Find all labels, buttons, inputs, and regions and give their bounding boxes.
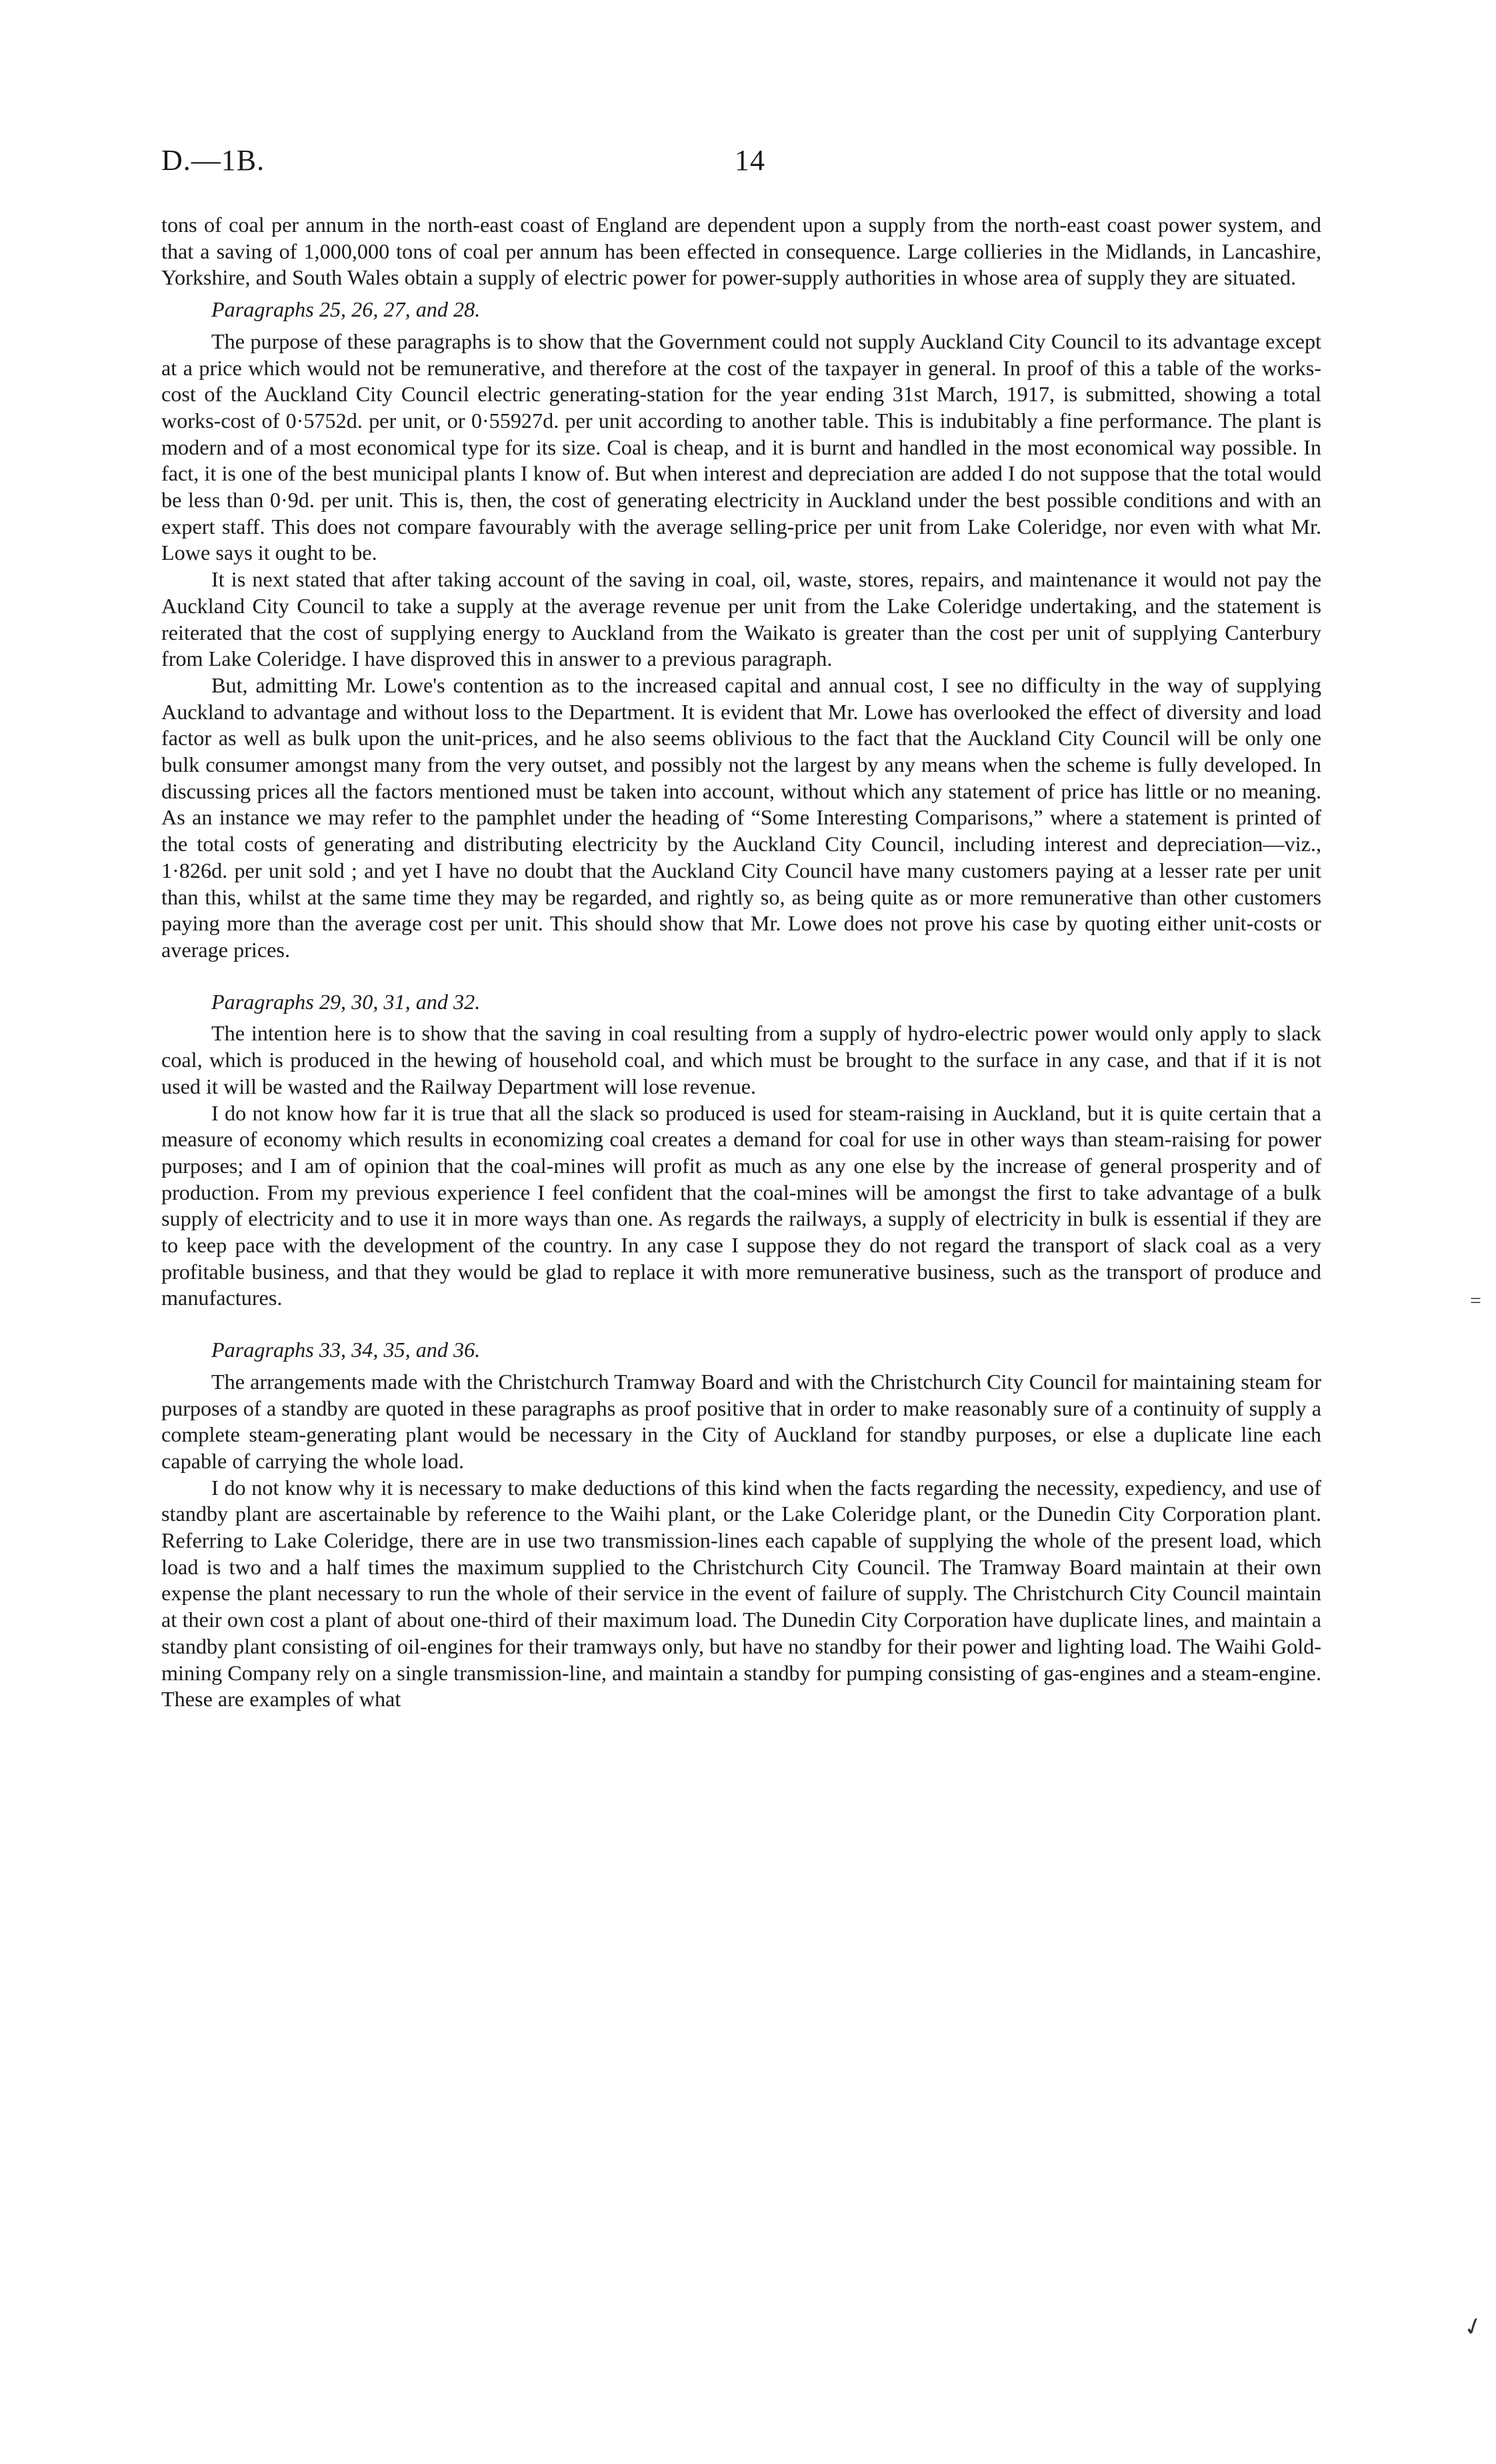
paragraph: The arrangements made with the Christchurch Tramway Board and with the Christchurch City Council for maintaining steam for purposes of a standby are quoted in these paragraphs as proof positive that in order to make reasonably sure of a continuity of supply a complete steam-generating plant would be necessary in the City of Auckland for standby purposes, or else a duplicate line each capable of carrying the whole load. [161, 1369, 1321, 1473]
paragraph: But, admitting Mr. Lowe's contention as to the increased capital and annual cost, I see no difficulty in the way of supplying Auckland to advantage and without loss to the Department. It is evident that Mr. Lowe has overlooked the effect of diversity and load factor as well as bulk upon the unit-prices, and he also seems oblivious to the fact that the Auckland City Council will be only one bulk consumer amongst many from the very outset, and possibly not the largest by any means when the scheme is fully developed. In discussing prices all the factors mentioned must be taken into account, without which any statement of price has little or no meaning. As an instance we may refer to the pamphlet under the heading of “Some Interesting Comparisons,” where a statement is printed of the total costs of generating and distributing electricity by the Auckland City Council, including interest and depreciation—viz., 1·826d. per unit sold ; and yet I have no doubt that the Auckland City Council have many customers paying at a lesser rate per unit than this, whilst at the same time they may be regarded, and rightly so, as being quite as or more remunerative than other customers paying more than the average cost per unit. This should show that Mr. Lowe does not prove his case by quoting either unit-costs or average prices. [161, 672, 1321, 962]
page-header [161, 143, 1341, 183]
document-reference: D.—1B. [161, 144, 265, 177]
paragraph: tons of coal per annum in the north-east coast of England are dependent upon a supply from the north-east coast power system, and that a saving of 1,000,000 tons of coal per annum has been effected in consequence. Large collieries in the Midlands, in Lancashire, Yorkshire, and South Wales obtain a supply of electric power for power-supply authorities in whose area of supply they are situated. [161, 213, 1321, 290]
section-heading: Paragraphs 25, 26, 27, and 28. [211, 297, 481, 322]
paragraph: I do not know how far it is true that all the slack so produced is used for steam-raising in Auckland, but it is quite certain that a measure of economy which results in economizing coal creates a demand for coal for use in other ways than steam-raising for power purposes; and I am of opinion that the coal-mines will profit as much as any one else by the increase of general prosperity and of production. From my previous experience I feel confident that the coal-mines will be amongst the first to take advantage of a bulk supply of electricity and to use it in more ways than one. As regards the railways, a supply of electricity in bulk is essential if they are to keep pace with the development of the country. In any case I suppose they do not regard the transport of slack coal as a very profitable business, and that they would be glad to replace it with more remunerative business, such as the transport of produce and manufactures. [161, 1100, 1321, 1310]
section-heading: Paragraphs 33, 34, 35, and 36. [211, 1338, 481, 1362]
paragraph: The intention here is to show that the saving in coal resulting from a supply of hydro-electric power would only apply to slack coal, which is produced in the hewing of household coal, and which must be brought to the surface in any case, and that if it is not used it will be wasted and the Railway Department will lose revenue. [161, 1021, 1321, 1098]
corner-mark: ✓ [1459, 2311, 1487, 2343]
section-heading: Paragraphs 29, 30, 31, and 32. [211, 989, 481, 1014]
body-text [161, 212, 1321, 1713]
paragraph: The purpose of these paragraphs is to show that the Government could not supply Auckland City Council to its advantage except at a price which would not be remunerative, and therefore at the cost of the taxpayer in general. In proof of this a table of the works-cost of the Auckland City Council electric generating-station for the year ending 31st March, 1917, is submitted, showing a total works-cost of 0·5752d. per unit, or 0·55927d. per unit according to another table. This is indubitably a fine performance. The plant is modern and of a most economical type for its size. Coal is cheap, and it is burnt and handled in the most economical way possible. In fact, it is one of the best municipal plants I know of. But when interest and depreciation are added I do not suppose that the total would be less than 0·9d. per unit. This is, then, the cost of generating electricity in Auckland under the best possible conditions and with an expert staff. This does not compare favourably with the average selling-price per unit from Lake Coleridge, nor even with what Mr. Lowe says it ought to be. [161, 329, 1321, 565]
margin-mark: = [1470, 1290, 1481, 1312]
paragraph: It is next stated that after taking account of the saving in coal, oil, waste, stores, repairs, and maintenance it would not pay the Auckland City Council to take a supply at the average revenue per unit from the Lake Coleridge undertaking, and the statement is reiterated that the cost of supplying energy to Auckland from the Waikato is greater than the cost per unit of supplying Canterbury from Lake Coleridge. I have disproved this in answer to a previous paragraph. [161, 567, 1321, 671]
paragraph: I do not know why it is necessary to make deductions of this kind when the facts regarding the necessity, expediency, and use of standby plant are ascertainable by reference to the Waihi plant, or the Lake Coleridge plant, or the Dunedin City Corporation plant. Referring to Lake Coleridge, there are in use two transmission-lines each capable of supplying the whole of the present load, which load is two and a half times the maximum supplied to the Christchurch City Council. The Tramway Board maintain at their own expense the plant necessary to run the whole of their service in the event of failure of supply. The Christchurch City Council maintain at their own cost a plant of about one-third of their maximum load. The Dunedin City Corporation have duplicate lines, and maintain a standby plant consisting of oil-engines for their tramways only, but have no standby for their power and lighting load. The Waihi Gold-mining Company rely on a single transmission-line, and maintain a standby for pumping consisting of gas-engines and a steam-engine. These are examples of what [161, 1475, 1321, 1712]
page-number: 14 [735, 144, 765, 177]
